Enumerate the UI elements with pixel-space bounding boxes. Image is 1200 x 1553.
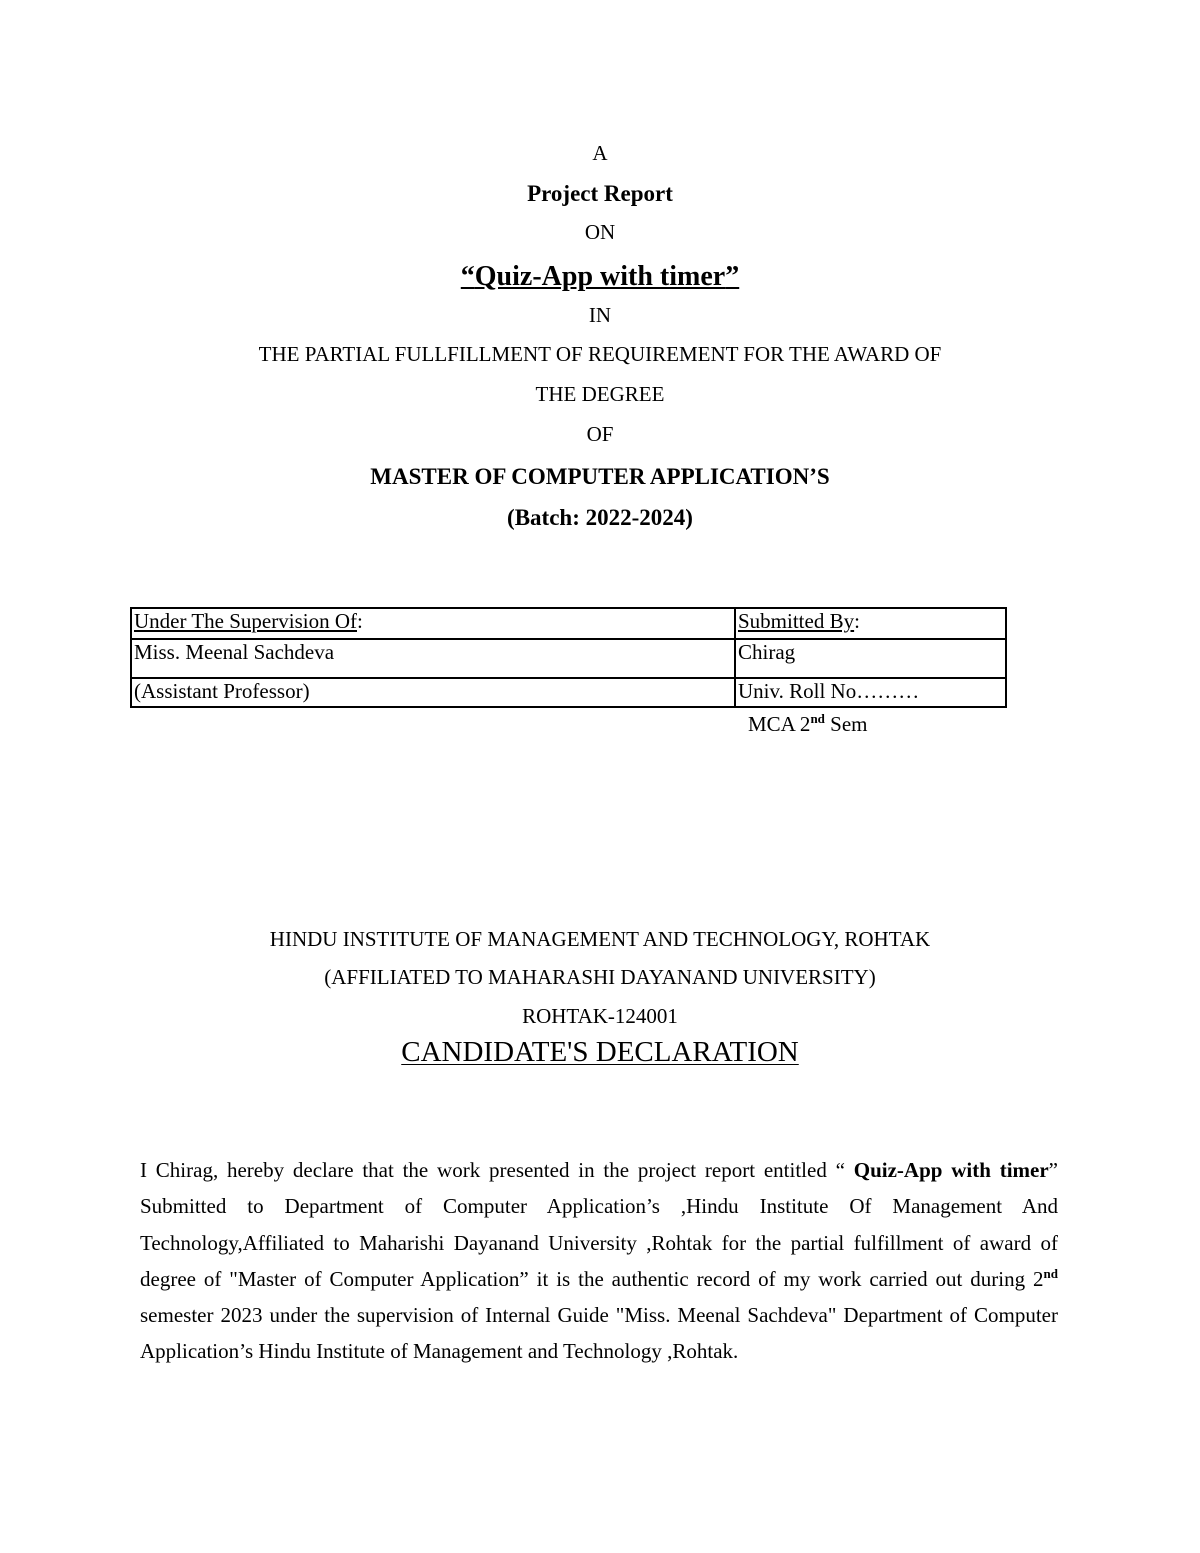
semester-superscript: nd bbox=[810, 711, 825, 726]
declaration-part3: semester 2023 under the supervision of Internal Guide "Miss. Meenal Sachdeva" Department of Computer Application’s Hindu Institute of Management and Technology ,Rohtak. bbox=[140, 1303, 1058, 1364]
student-name: Chirag bbox=[735, 639, 1006, 678]
semester-line bbox=[748, 711, 868, 737]
supervisor-header-colon: : bbox=[357, 609, 363, 633]
table-row bbox=[131, 639, 1006, 678]
semester-suffix: Sem bbox=[824, 712, 868, 736]
institute-name: HINDU INSTITUTE OF MANAGEMENT AND TECHNOLOGY, ROHTAK bbox=[269, 927, 931, 951]
supervision-table bbox=[130, 607, 1007, 708]
partial-fulfillment-line: THE PARTIAL FULLFILLMENT OF REQUIREMENT FOR THE AWARD OF bbox=[258, 342, 942, 366]
project-title-close-quote: ” bbox=[725, 261, 740, 292]
cover-letter-a: A bbox=[592, 141, 608, 165]
institute-city: ROHTAK-124001 bbox=[522, 1004, 678, 1028]
semester-prefix: MCA 2 bbox=[748, 712, 811, 736]
project-report-label: Project Report bbox=[527, 181, 673, 206]
declaration-part2: ” Submitted to Department of Computer Application’s ,Hindu Institute Of Management And Technology,Affiliated to Maharishi Dayanand University ,Rohtak for the partial fulfillment of award of degree of "Master of Computer Application” it is the authentic record of my work carried out during 2 bbox=[140, 1158, 1058, 1291]
supervisor-name: Miss. Meenal Sachdeva bbox=[131, 639, 735, 678]
table-row bbox=[131, 608, 1006, 639]
project-title-open-quote: “ bbox=[460, 261, 475, 292]
table-row bbox=[131, 678, 1006, 707]
declaration-part1: I Chirag, hereby declare that the work presented in the project report entitled “ bbox=[140, 1158, 854, 1182]
of-label: OF bbox=[586, 422, 614, 446]
batch-line: (Batch: 2022-2024) bbox=[507, 505, 693, 530]
declaration-heading-wrap bbox=[0, 1038, 1200, 1067]
submitted-header: Submitted By bbox=[738, 609, 855, 633]
the-degree-line: THE DEGREE bbox=[535, 382, 665, 406]
declaration-paragraph bbox=[140, 1152, 1058, 1370]
roll-number: Univ. Roll No……… bbox=[735, 678, 1006, 707]
supervisor-header: Under The Supervision Of bbox=[134, 609, 357, 633]
declaration-heading: CANDIDATE'S DECLARATION bbox=[401, 1036, 799, 1068]
declaration-bold-title: Quiz-App with timer bbox=[853, 1158, 1049, 1182]
submitted-header-cell bbox=[735, 608, 1006, 639]
declaration-superscript: nd bbox=[1043, 1265, 1058, 1281]
degree-name: MASTER OF COMPUTER APPLICATION’S bbox=[370, 464, 830, 489]
in-label: IN bbox=[588, 303, 612, 327]
project-title bbox=[0, 263, 1200, 291]
institute-affiliation: (AFFILIATED TO MAHARASHI DAYANAND UNIVERSITY) bbox=[324, 965, 876, 989]
submitted-header-colon: : bbox=[854, 609, 860, 633]
supervisor-title: (Assistant Professor) bbox=[131, 678, 735, 707]
supervisor-header-cell bbox=[131, 608, 735, 639]
project-title-text: Quiz-App with timer bbox=[474, 261, 726, 292]
on-label: ON bbox=[584, 220, 616, 244]
